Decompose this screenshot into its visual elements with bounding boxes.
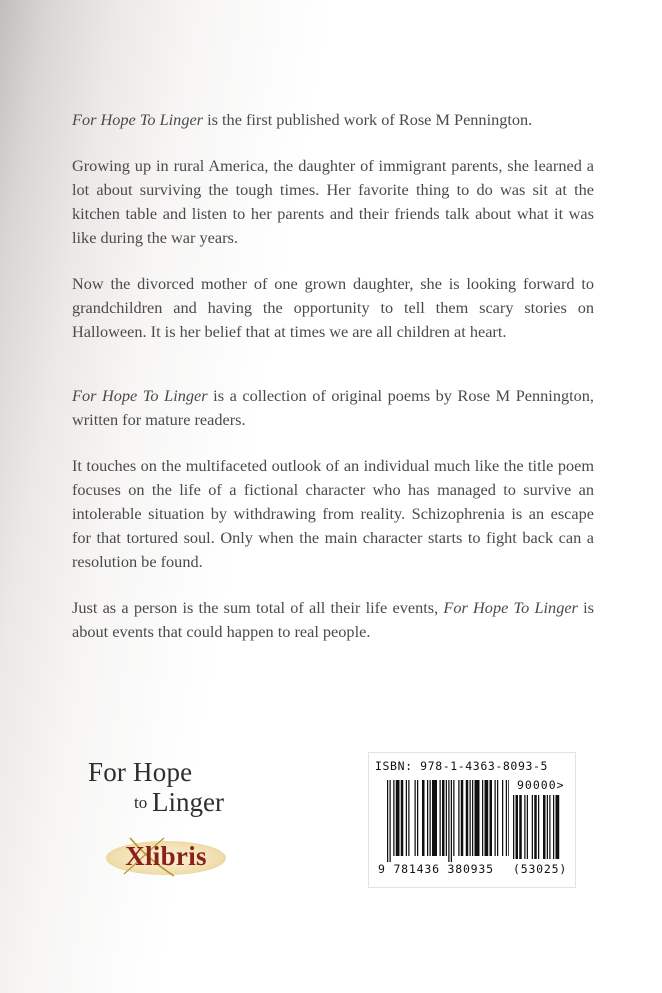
barcode-bar <box>451 780 452 862</box>
barcode-bar <box>538 795 539 859</box>
barcode-bar <box>534 795 537 859</box>
barcode-bar <box>430 780 431 856</box>
paragraph-collection-intro: For Hope To Linger is a collection of original poems by Rose M Pennington, written for mature readers. <box>72 386 594 429</box>
barcode-bar <box>422 780 425 856</box>
barcode-bar <box>527 795 528 859</box>
barcode-bar <box>516 795 519 859</box>
blurb-text <box>72 108 594 666</box>
barcode-bar <box>417 780 418 856</box>
barcode-bar <box>442 780 445 856</box>
barcode-bar <box>458 780 459 856</box>
barcode-bar <box>495 780 496 856</box>
barcode-bar <box>408 780 409 856</box>
barcode-bar <box>513 795 514 859</box>
barcode-bar <box>502 780 503 856</box>
addon-barcode <box>513 795 565 861</box>
barcode-bar <box>543 795 546 859</box>
barcode-bar <box>547 795 548 859</box>
barcode-bar <box>393 780 394 856</box>
barcode-bar <box>556 795 560 859</box>
barcode-bar <box>415 780 416 856</box>
barcode-bar <box>553 795 554 859</box>
price-code: (53025) <box>513 862 568 876</box>
barcode-bar <box>482 780 483 856</box>
barcode-bar <box>453 780 454 856</box>
barcode-bar <box>387 780 388 862</box>
barcode-bar <box>432 780 437 856</box>
paragraph-author-childhood: Growing up in rural America, the daughter of immigrant parents, she learned a lot about surviving the tough times. Her favorite thing to do was sit at the kitchen table and listen to her parents and their friends talk about what it was like during the war years. <box>72 156 594 247</box>
barcode-bar <box>508 780 509 856</box>
barcode-bar <box>446 780 447 856</box>
book-title-italic: For Hope To Linger <box>443 598 578 617</box>
paragraph-title-poem: It touches on the multifaceted outlook of an individual much like the title poem focuses on the life of a fictional character who has managed to survive an intolerable situation by withdrawing from reality. Schizophrenia is an escape for that tortured soul. Only when the main character starts to fight back can a resolution be found. <box>72 456 594 571</box>
barcode-bar <box>475 780 480 856</box>
barcode-bar <box>466 780 469 856</box>
barcode-bar <box>470 780 471 856</box>
title-logo-to: to <box>134 793 148 812</box>
paragraph-author-now: Now the divorced mother of one grown daughter, she is looking forward to grandchildren and having the opportunity to tell them scary stories on Halloween. It is her belief that at times we are all children at heart. <box>72 274 594 341</box>
barcode-box <box>368 752 576 888</box>
book-title-italic: For Hope To Linger <box>72 386 208 405</box>
barcode-bar <box>427 780 428 856</box>
barcode-bar <box>485 780 489 856</box>
title-logo-line1: For Hope <box>88 757 193 787</box>
barcode-bar <box>396 780 400 856</box>
barcode-bar <box>506 780 507 856</box>
barcode-bar <box>390 780 391 862</box>
addon-digits: 90000> <box>517 778 565 792</box>
barcode-bar <box>401 780 404 856</box>
barcode-bar <box>497 780 498 856</box>
barcode-bar <box>440 780 441 856</box>
paragraph-closing: Just as a person is the sum total of all their life events, For Hope To Linger is about events that could happen to real people. <box>72 598 594 641</box>
barcode-bar <box>472 780 473 856</box>
barcode-bar <box>490 780 493 856</box>
title-logo-line2: Linger <box>152 787 224 817</box>
title-logo <box>88 757 258 825</box>
isbn-label: ISBN: 978-1-4363-8093-5 <box>375 759 549 773</box>
barcode-bar <box>448 780 449 862</box>
ean13-barcode <box>387 780 509 862</box>
publisher-logo <box>104 836 228 878</box>
barcode-bar <box>406 780 407 856</box>
barcode-digits: 9 781436 380935 <box>378 862 494 876</box>
barcode-bar <box>549 795 550 859</box>
book-title-italic: For Hope To Linger <box>72 110 204 129</box>
paragraph-author-intro: For Hope To Linger is the first published work of Rose M Pennington. <box>72 110 533 129</box>
barcode-bar <box>519 795 522 859</box>
publisher-name: Xlibris <box>125 841 207 871</box>
barcode-bar <box>532 795 533 859</box>
barcode-bar <box>461 780 464 856</box>
barcode-bar <box>524 795 525 859</box>
